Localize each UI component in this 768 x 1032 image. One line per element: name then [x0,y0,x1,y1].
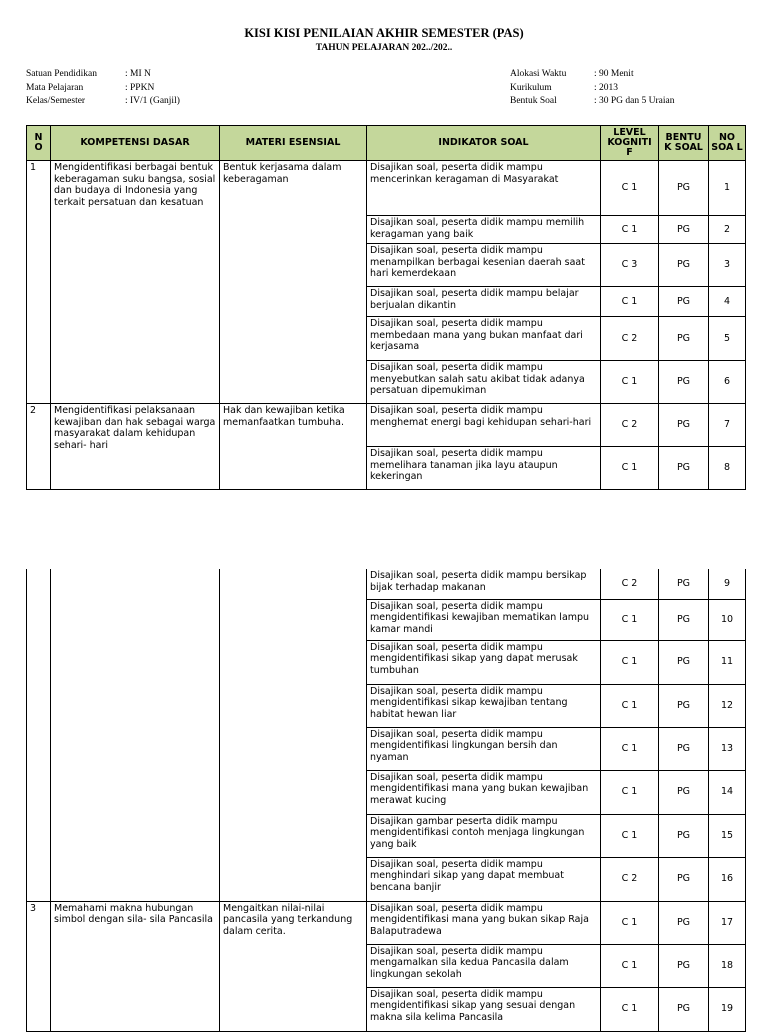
bentuk-cell: PG [659,447,709,490]
nosoal-cell: 13 [709,727,746,770]
indikator-cell: Disajikan soal, peserta didik mampu membedaan mana yang bukan manfaat dari kerjasama [367,317,601,361]
bentuk-cell: PG [659,317,709,361]
level-cell: C 2 [601,857,659,901]
meta-label: Mata Pelajaran [26,82,84,93]
bentuk-cell: PG [659,727,709,770]
materi-esensial-cell: Mengaitkan nilai-nilai pancasila yang terkandung dalam cerita. [220,901,367,1031]
indikator-cell: Disajikan soal, peserta didik mampu menampilkan berbagai kesenian daerah saat hari kemerdekaan [367,244,601,287]
nosoal-cell: 14 [709,770,746,814]
bentuk-cell: PG [659,987,709,1031]
materi-esensial-continued [220,569,367,901]
table-row [27,404,746,447]
nosoal-cell: 19 [709,987,746,1031]
col-header-no: N O [27,126,51,161]
nosoal-cell: 16 [709,857,746,901]
indikator-cell: Disajikan soal, peserta didik mampu belajar berjualan dikantin [367,287,601,317]
col-header-bentuk-soal: BENTU K SOAL [659,126,709,161]
bentuk-cell: PG [659,244,709,287]
meta-info-left [26,68,180,109]
indikator-cell: Disajikan soal, peserta didik mampu menghemat energi bagi kehidupan sehari-hari [367,404,601,447]
group-no: 2 [27,404,51,490]
indikator-cell: Disajikan soal, peserta didik mampu mengidentifikasi sikap yang dapat merusak tumbuhan [367,640,601,684]
materi-esensial-cell: Bentuk kerjasama dalam keberagaman [220,161,367,404]
level-cell: C 1 [601,216,659,244]
meta-row-kelas [26,95,180,109]
nosoal-cell: 15 [709,814,746,857]
level-cell: C 2 [601,317,659,361]
col-header-level-kognitif: LEVEL KOGNITI F [601,126,659,161]
table-row [27,901,746,944]
level-cell: C 1 [601,814,659,857]
meta-value: : MI N [125,69,151,79]
indikator-cell: Disajikan soal, peserta didik mampu mengidentifikasi mana yang bukan sikap Raja Balaputradewa [367,901,601,944]
indikator-cell: Disajikan soal, peserta didik mampu mengidentifikasi sikap yang sesuai dengan makna sila kelima Pancasila [367,987,601,1031]
nosoal-cell: 18 [709,944,746,987]
nosoal-cell: 7 [709,404,746,447]
meta-row-mapel [26,82,180,96]
nosoal-cell: 8 [709,447,746,490]
meta-label: Kurikulum [510,82,552,93]
indikator-cell: Disajikan soal, peserta didik mampu mengidentifikasi kewajiban mematikan lampu kamar mandi [367,599,601,640]
indikator-cell: Disajikan soal, peserta didik mampu menyebutkan salah satu akibat tidak adanya persatuan dipemukiman [367,361,601,404]
meta-row-satuan [26,68,180,82]
nosoal-cell: 11 [709,640,746,684]
level-cell: C 1 [601,727,659,770]
indikator-cell: Disajikan soal, peserta didik mampu bersikap bijak terhadap makanan [367,569,601,599]
kompetensi-dasar-continued [51,569,220,901]
level-cell: C 1 [601,640,659,684]
meta-value: : IV/1 (Ganjil) [125,96,180,106]
meta-label: Bentuk Soal [510,96,557,106]
nosoal-cell: 12 [709,684,746,727]
indikator-cell: Disajikan soal, peserta didik mampu memelihara tanaman jika layu ataupun kekeringan [367,447,601,490]
col-header-no-soal: NO SOA L [709,126,746,161]
bentuk-cell: PG [659,944,709,987]
bentuk-cell: PG [659,857,709,901]
document-title: KISI KISI PENILAIAN AKHIR SEMESTER (PAS) [244,26,524,40]
bentuk-cell: PG [659,404,709,447]
document-subtitle: TAHUN PELAJARAN 202../202.. [315,43,453,53]
meta-value: : 30 PG dan 5 Uraian [594,96,675,106]
level-cell: C 1 [601,361,659,404]
meta-row-kurikulum [510,82,674,96]
kompetensi-dasar-cell: Mengidentifikasi berbagai bentuk keberagaman suku bangsa, sosial dan budaya di Indonesia yang terkait persatuan dan kesatuan [51,161,220,404]
nosoal-cell: 3 [709,244,746,287]
meta-label: Kelas/Semester [26,96,86,106]
bentuk-cell: PG [659,599,709,640]
bentuk-cell: PG [659,770,709,814]
meta-row-alokasi [510,68,674,82]
meta-info-right [510,68,674,109]
level-cell: C 1 [601,684,659,727]
nosoal-cell: 5 [709,317,746,361]
kisi-kisi-table-page-2 [26,569,746,1032]
nosoal-cell: 2 [709,216,746,244]
group-no-continued [27,569,51,901]
meta-value: : 90 Menit [594,69,634,79]
materi-esensial-cell: Hak dan kewajiban ketika memanfaatkan tumbuha. [220,404,367,490]
bentuk-cell: PG [659,287,709,317]
kompetensi-dasar-cell: Mengidentifikasi pelaksanaan kewajiban dan hak sebagai warga masyarakat dalam kehidupan sehari- hari [51,404,220,490]
nosoal-cell: 17 [709,901,746,944]
kompetensi-dasar-cell: Memahami makna hubungan simbol dengan sila- sila Pancasila [51,901,220,1031]
group-no: 1 [27,161,51,404]
level-cell: C 2 [601,404,659,447]
nosoal-cell: 9 [709,569,746,599]
indikator-cell: Disajikan soal, peserta didik mampu menghindari sikap yang dapat membuat bencana banjir [367,857,601,901]
indikator-cell: Disajikan soal, peserta didik mampu mengidentifikasi lingkungan bersih dan nyaman [367,727,601,770]
bentuk-cell: PG [659,361,709,404]
indikator-cell: Disajikan soal, peserta didik mampu mencerinkan keragaman di Masyarakat [367,161,601,216]
bentuk-cell: PG [659,216,709,244]
bentuk-cell: PG [659,901,709,944]
bentuk-cell: PG [659,814,709,857]
table-row [27,161,746,216]
col-header-kompetensi-dasar: KOMPETENSI DASAR [51,126,220,161]
level-cell: C 1 [601,447,659,490]
col-header-materi-esensial: MATERI ESENSIAL [220,126,367,161]
kisi-kisi-table-page-1 [26,125,746,490]
indikator-cell: Disajikan soal, peserta didik mampu mengamalkan sila kedua Pancasila dalam lingkungan sekolah [367,944,601,987]
meta-label: Satuan Pendidikan [26,69,97,79]
meta-label: Alokasi Waktu [510,69,567,79]
indikator-cell: Disajikan soal, peserta didik mampu mengidentifikasi sikap kewajiban tentang habitat hewan liar [367,684,601,727]
nosoal-cell: 1 [709,161,746,216]
indikator-cell: Disajikan soal, peserta didik mampu mengidentifikasi mana yang bukan kewajiban merawat kucing [367,770,601,814]
bentuk-cell: PG [659,684,709,727]
bentuk-cell: PG [659,569,709,599]
meta-value: : 2013 [594,82,619,93]
level-cell: C 1 [601,987,659,1031]
level-cell: C 2 [601,569,659,599]
meta-value: : PPKN [125,82,155,93]
level-cell: C 1 [601,161,659,216]
col-header-indikator-soal: INDIKATOR SOAL [367,126,601,161]
level-cell: C 3 [601,244,659,287]
table-row [27,569,746,599]
nosoal-cell: 10 [709,599,746,640]
group-no: 3 [27,901,51,1031]
level-cell: C 1 [601,901,659,944]
level-cell: C 1 [601,287,659,317]
bentuk-cell: PG [659,161,709,216]
level-cell: C 1 [601,944,659,987]
level-cell: C 1 [601,770,659,814]
level-cell: C 1 [601,599,659,640]
meta-row-bentuk [510,95,674,109]
bentuk-cell: PG [659,640,709,684]
indikator-cell: Disajikan soal, peserta didik mampu memilih keragaman yang baik [367,216,601,244]
indikator-cell: Disajikan gambar peserta didik mampu mengidentifikasi contoh menjaga lingkungan yang baik [367,814,601,857]
table-header-row [27,126,746,161]
nosoal-cell: 4 [709,287,746,317]
nosoal-cell: 6 [709,361,746,404]
